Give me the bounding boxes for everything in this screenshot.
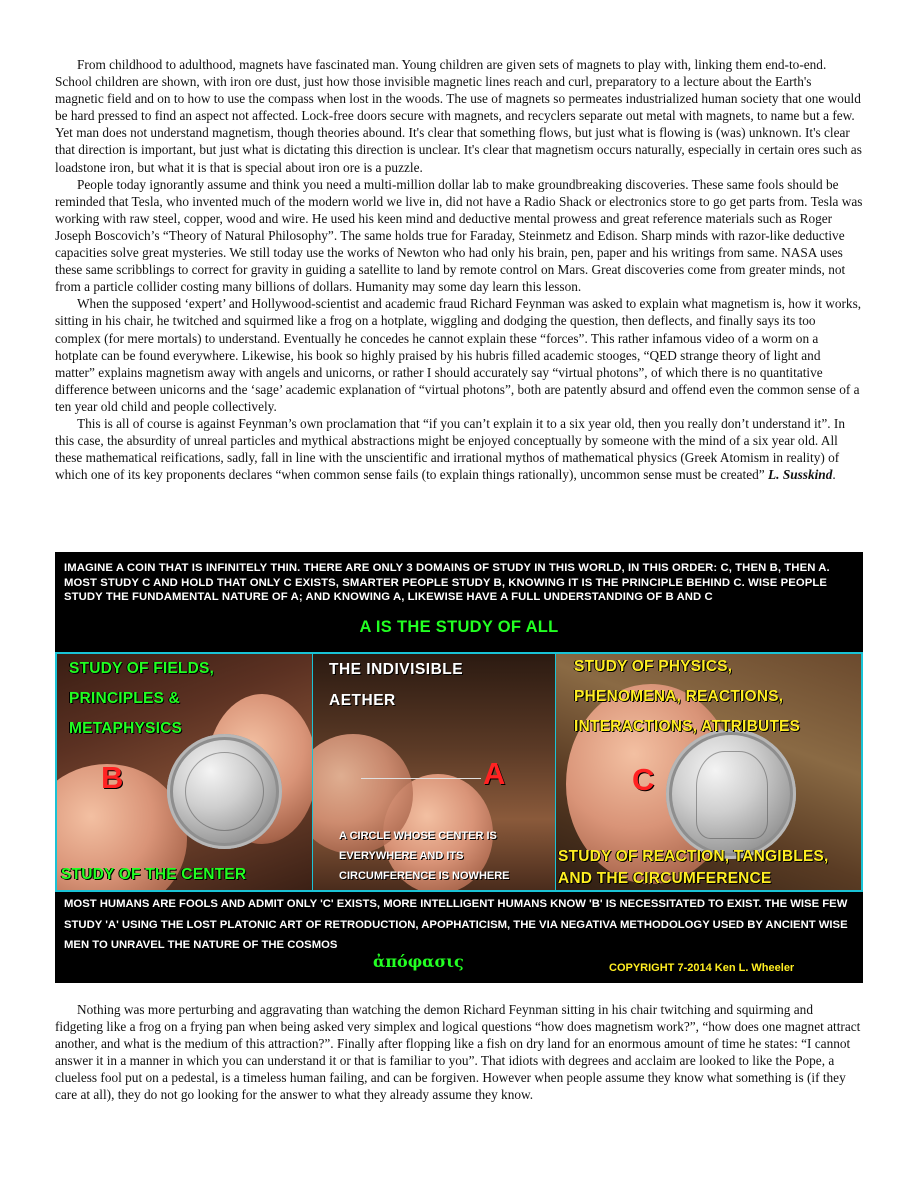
- coin-illustration: [167, 734, 282, 849]
- panel-c-title-2: PHENOMENA, REACTIONS,: [574, 688, 784, 705]
- panel-c-title-1: STUDY OF PHYSICS,: [574, 658, 733, 675]
- letter-c: C: [632, 762, 655, 797]
- poster-intro-text: IMAGINE A COIN THAT IS INFINITELY THIN. THERE ARE ONLY 3 DOMAINS OF STUDY IN THIS WORLD, IN THIS ORDER: C, THEN B, THEN A. MOST STUDY C AND HOLD THAT ONLY C EXISTS, SMARTER PEOPLE STUDY B, KNOWING IT IS THE PRINCIPLE BEHIND C. WISE PEOPLE STUDY THE FUNDAMENTAL NATURE OF A; AND KNOWING A, LIKEWISE HAVE A FULL UNDERSTANDING OF B AND C: [64, 562, 830, 604]
- coin-poster-image: [55, 552, 863, 983]
- panel-a-title-1: THE INDIVISIBLE: [329, 661, 464, 678]
- panel-b-title-2: PRINCIPLES &: [69, 690, 180, 707]
- letter-a: A: [483, 756, 506, 791]
- greek-apophasis: ἀπόφασις: [373, 952, 464, 971]
- poster-copyright: COPYRIGHT 7-2014 Ken L. Wheeler: [609, 962, 795, 974]
- panel-a-quote-2: EVERYWHERE AND ITS: [339, 850, 464, 862]
- poster-top-band: [55, 552, 863, 652]
- paragraph-frying-pan: Nothing was more perturbing and aggravating than watching the demon Richard Feynman sitting in his chair twitching and squirming and fidgeting like a frog on a frying pan when being asked very simplex and logical questions “how does magnetism work?”, “how does one magnet attract another, and what is the medium of this attraction?”. Finally after flopping like a fish on dry land for an enormous amount of time he states: “I cannot answer it in a manner in which you can understand it or that is familiar to you”. That idiots with degrees and acclaim are looked to like the Pope, a clueless fool put on a pedestal, is a timeless human failing, and can be forgiven. However when people assume they know what something is (if they care at all), they do not go looking for the answer to what they already assume they know.: [55, 1002, 861, 1103]
- infinitely-thin-coin-line: [361, 778, 481, 779]
- paragraph-feynman: When the supposed ‘expert’ and Hollywood-scientist and academic fraud Richard Feynman was asked to explain what magnetism is, how it works, sitting in his chair, he twitched and squirmed like a frog on a hotplate, wiggling and dodging the question, then deflects, and finally says its too complex (for mere mortals) to understand. Eventually he concedes he cannot explain these “forces”. This rather infamous video of a worm on a hotplate can be found everywhere. Likewise, his book so highly praised by his hubris filled academic stooges, “QED strange theory of light and matter” explains magnetism away with angels and unicorns, or rather I should accurately say “virtual photons”, of which there is no quantitative difference between unicorns and the ‘sage’ academic explanation of “virtual photons”, both are patently absurd and offend even the common sense of a ten year old child and people collectively.: [55, 296, 862, 414]
- panel-b: [55, 652, 313, 892]
- paragraph-tesla: People today ignorantly assume and think you need a multi-million dollar lab to make groundbreaking discoveries. These same fools should be reminded that Tesla, who invented much of the modern world we live in, did not have a Radio Shack or electronics store to go get parts from. Tesla was working with raw steel, copper, wood and wire. He used his keen mind and deductive mental prowess and great reference materials such as Roger Joseph Boscovich’s “Theory of Natural Philosophy”. The same holds true for Faraday, Steinmetz and Edison. Sharp minds with razor-like deductive capacities solve great mysteries. We still today use the works of Newton who had only his brain, pen, paper and his writings from same. NASA uses these same scribblings to correct for gravity in guiding a satellite to land by remote control on Mars. Great discoveries come from greater minds, not from a particle collider costing many billions of dollars. Humanity may some day learn this lesson.: [55, 176, 863, 295]
- panel-a-quote-1: A CIRCLE WHOSE CENTER IS: [339, 830, 497, 842]
- panel-a-title-2: AETHER: [329, 692, 396, 709]
- panel-c: [555, 652, 863, 892]
- signature: L. Susskind: [768, 467, 833, 483]
- panel-a: [313, 652, 555, 892]
- article-body-continued: [55, 1001, 863, 1104]
- poster-bottom-band: [55, 892, 863, 983]
- poster-headline: A IS THE STUDY OF ALL: [359, 618, 559, 636]
- coin-liberty-bell-illustration: [666, 729, 796, 859]
- coin-face: [696, 751, 768, 839]
- poster-panels: [55, 652, 863, 892]
- panel-b-footer: STUDY OF THE CENTER: [61, 866, 247, 883]
- panel-c-footer-1: STUDY OF REACTION, TANGIBLES,: [558, 848, 829, 865]
- letter-b: B: [101, 760, 124, 795]
- coin-face: [185, 752, 264, 831]
- paragraph-magnets-intro: From childhood to adulthood, magnets have fascinated man. Young children are given sets of magnets to play with, linking them end-to-end. School children are shown, with iron ore dust, just how those invisible magnetic lines reach and curl, preparatory to a lecture about the Earth's magnetic field and on to how to use the compass when lost in the woods. The use of magnets so permeates industrialized human society that one would be hard pressed to find an aspect not affected. Lock-free doors secure with magnets, and recyclers separate out metal with magnets, to name but a few. Yet man does not understand magnetism, though theories abound. It's clear that something flows, but just what is flowing is (was) unknown. It's clear that direction is important, but just what is dictating this direction is unclear. It's clear that magnetism occurs naturally, especially in certain ores such as loadstone iron, but what it is that is special about iron ore is a puzzle.: [55, 57, 862, 175]
- paragraph-six-year-old-text: This is all of course is against Feynman’s own proclamation that “if you can’t explain it to a six year old, then you really don’t understand it”. In this case, the absurdity of unreal particles and mythical abstractions might be enjoyed conceptually by someone with the mind of a six year old. All these mathematical reifications, sadly, fall in line with the unscientific and irrational mythos of mathematical physics (Greek Atomism in reality) of which one of its key proponents declares “when common sense fails (to explain things rationally), uncommon sense must be created”: [55, 415, 845, 483]
- panel-c-title-3: INTERACTIONS, ATTRIBUTES: [574, 718, 801, 735]
- panel-b-title-1: STUDY OF FIELDS,: [69, 660, 215, 677]
- article-body: [55, 56, 863, 483]
- poster-outro-text: MOST HUMANS ARE FOOLS AND ADMIT ONLY 'C' EXISTS, MORE INTELLIGENT HUMANS KNOW 'B' IS NECESSITATED TO EXIST. THE WISE FEW STUDY 'A' USING THE LOST PLATONIC ART OF RETRODUCTION, APOPHATICISM, THE VIA NEGATIVA METHODOLOGY USED BY ANCIENT WISE MEN TO UNRAVEL THE NATURE OF THE COSMOS: [64, 898, 848, 952]
- paragraph-six-year-old: This is all of course is against Feynman’s own proclamation that “if you can’t explain it to a six year old, then you really don’t understand it”. In this case, the absurdity of unreal particles and mythical abstractions might be enjoyed conceptually by someone with the mind of a six year old. All these mathematical reifications, sadly, fall in line with the unscientific and irrational mythos of mathematical physics (Greek Atomism in reality) of which one of its key proponents declares “when common sense fails (to explain things rationally), uncommon sense must be created” L. Susskind.: [55, 415, 845, 483]
- panel-c-footer-2: AND THE CIRCUMFERENCE: [558, 870, 772, 887]
- panel-a-quote-3: CIRCUMFERENCE IS NOWHERE: [339, 870, 510, 882]
- panel-b-title-3: METAPHYSICS: [69, 720, 183, 737]
